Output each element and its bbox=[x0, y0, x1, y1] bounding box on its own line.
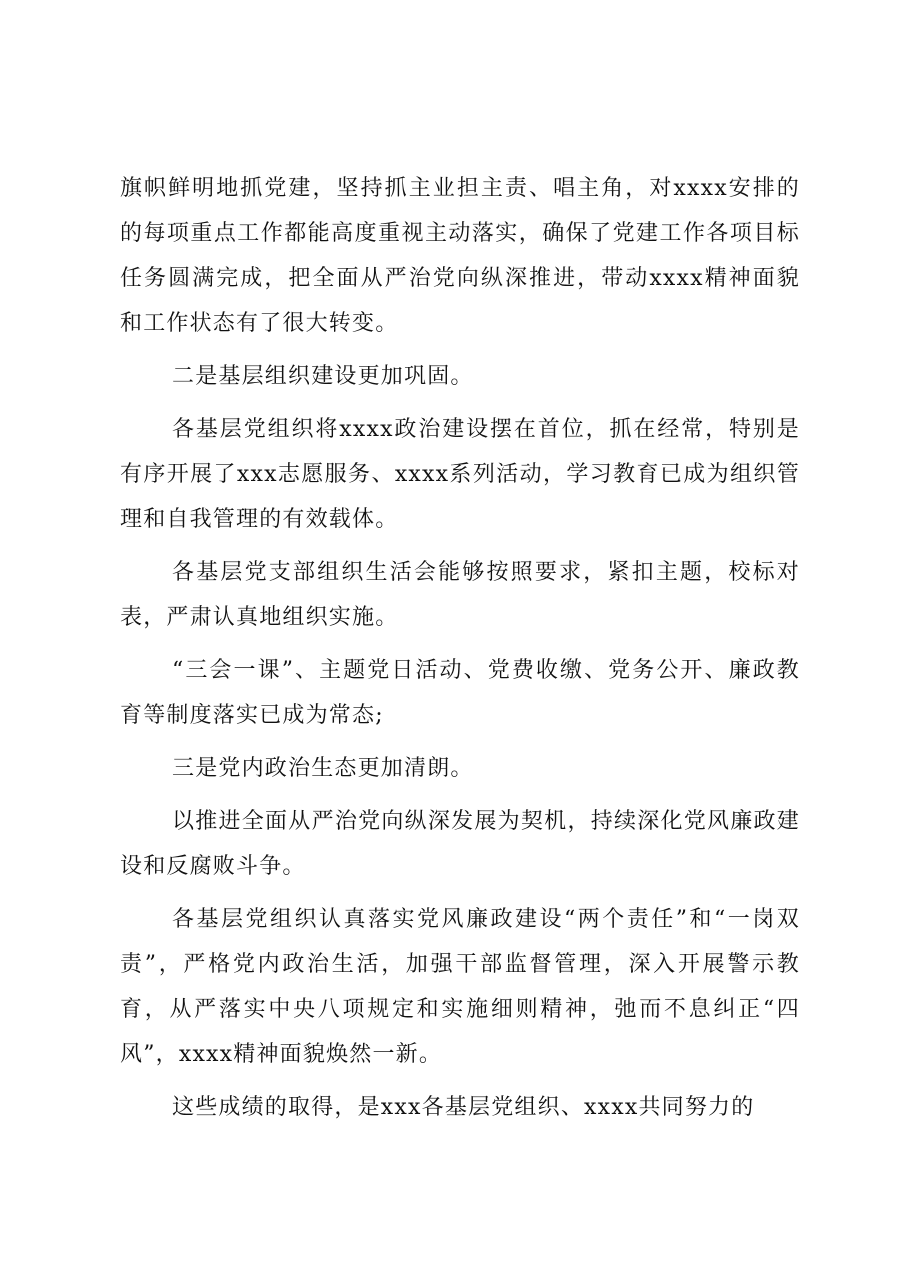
paragraph-4: 各基层党支部组织生活会能够按照要求，紧扣主题，校标对表，严肃认真地组织实施。 bbox=[120, 560, 800, 630]
paragraph-9: 这些成绩的取得，是xxx各基层党组织、xxxx共同努力的 bbox=[172, 1095, 755, 1120]
paragraph-7: 以推进全面从严治党向纵深发展为契机，持续深化党风廉政建设和反腐败斗争。 bbox=[120, 809, 800, 879]
paragraph-8: 各基层党组织认真落实党风廉政建设“两个责任”和“一岗双责”，严格党内政治生活，加强干部监督管理，深入开展警示教育，从严落实中央八项规定和实施细则精神，弛而不息纠正“四风”，xxxx精神面貌焕然一新。 bbox=[120, 907, 800, 1067]
paragraph-1: 旗帜鲜明地抓党建，坚持抓主业担主责、唱主角，对xxxx安排的的每项重点工作都能高度重视主动落实，确保了党建工作各项目标任务圆满完成，把全面从严治党向纵深推进，带动xxxx精神面貌和工作状态有了很大转变。 bbox=[120, 176, 800, 336]
paragraph-5: “三会一课”、主题党日活动、党费收缴、党务公开、廉政教育等制度落实已成为常态; bbox=[120, 658, 800, 728]
paragraph-6-heading: 三是党内政治生态更加清朗。 bbox=[172, 756, 474, 781]
document-body bbox=[120, 166, 800, 1138]
paragraph-2-heading: 二是基层组织建设更加巩固。 bbox=[172, 364, 474, 389]
paragraph-3: 各基层党组织将xxxx政治建设摆在首位，抓在经常，特别是有序开展了xxx志愿服务、xxxx系列活动，学习教育已成为组织管理和自我管理的有效载体。 bbox=[120, 417, 800, 532]
